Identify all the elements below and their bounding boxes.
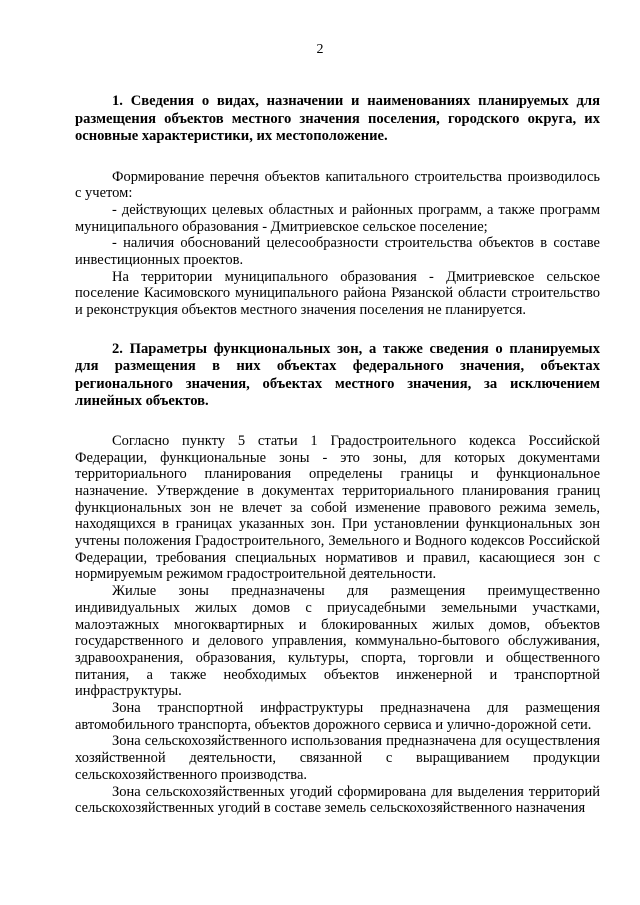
- section-2-paragraph: Согласно пункту 5 статьи 1 Градостроительного кодекса Российской Федерации, функциональные зоны - это зоны, для которых документами территориального планирования определены границы и функциональное назначение. Утверждение в документах территориального планирования границ функциональных зон не влечет за собой изменение правового режима земель, находящихся в границах указанных зон. При установлении функциональных зон учтены положения Градостроительного, Земельного и Водного кодексов Российской Федерации, требования специальных нормативов и правил, касающиеся зон с нормируемым режимом градостроительной деятельности.: [75, 432, 600, 583]
- section-1-paragraph: - наличия обоснований целесообразности строительства объектов в составе инвестиционных проектов.: [75, 235, 600, 269]
- section-1-paragraph: На территории муниципального образования - Дмитриевское сельское поселение Касимовского муниципального района Рязанской области строительство и реконструкция объектов местного значения поселения не планируется.: [75, 268, 600, 319]
- section-2-paragraph: Зона транспортной инфраструктуры предназначена для размещения автомобильного транспорта, объектов дорожного сервиса и улично-дорожной сети.: [75, 700, 600, 733]
- page-number: 2: [316, 42, 324, 57]
- section-2-paragraph: Зона сельскохозяйственных угодий сформирована для выделения территорий сельскохозяйственных угодий в составе земель сельскохозяйственного назначения: [75, 783, 600, 817]
- section-2-paragraph: Жилые зоны предназначены для размещения преимущественно индивидуальных жилых домов с приусадебными земельными участками, малоэтажных многоквартирных и блокированных жилых домов, объектов государственного и делового управления, коммунально-бытового обслуживания, здравоохранения, образования, культуры, спорта, торговли и общественного питания, а также необходимых объектов инженерной и транспортной инфраструктуры.: [75, 583, 600, 700]
- page-content: [75, 68, 600, 817]
- section-1-heading: 1. Сведения о видах, назначении и наименованиях планируемых для размещения объектов местного значения поселения, городского округа, их основные характеристики, их местоположение.: [75, 93, 600, 144]
- section-2-paragraph: Зона сельскохозяйственного использования предназначена для осуществления хозяйственной деятельности, связанной с выращиванием продукции сельскохозяйственного производства.: [75, 733, 600, 783]
- section-1-paragraph: Формирование перечня объектов капитального строительства производилось с учетом:: [75, 168, 600, 202]
- section-1-paragraph: - действующих целевых областных и районных программ, а также программ муниципального образования - Дмитриевское сельское поселение;: [75, 201, 600, 235]
- section-2-heading: 2. Параметры функциональных зон, а также сведения о планируемых для размещения в них объектах федерального значения, объектах регионального значения, объектах местного значения, за исключением линейных объектов.: [75, 340, 600, 410]
